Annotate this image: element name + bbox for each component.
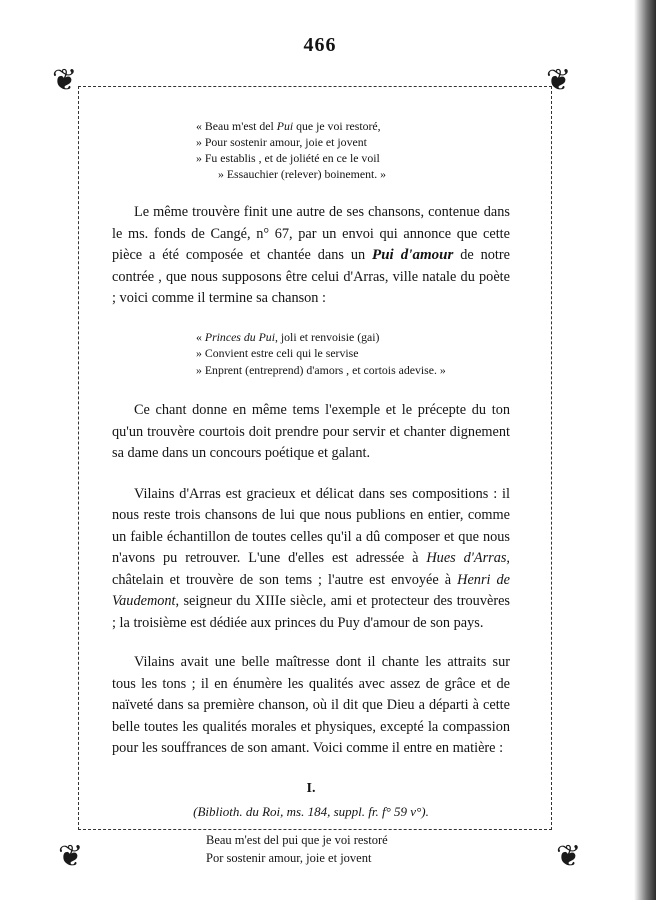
page-content — [112, 118, 510, 867]
page-number: 466 — [303, 34, 337, 56]
verse-quote-1 — [196, 118, 510, 182]
verse-line: » Essauchier (relever) boinement. » — [218, 167, 387, 181]
verse-quote-3 — [206, 831, 510, 867]
verse-line: « Beau m'est del Pui que je voi restoré, — [196, 119, 381, 133]
corner-ornament-top-right-icon: ❦ — [546, 63, 572, 98]
source-reference: (Biblioth. du Roi, ms. 184, suppl. fr. f° 59 v°). — [193, 804, 429, 819]
verse-line: » Pour sostenir amour, joie et jovent — [196, 135, 367, 149]
verse-line: Beau m'est del pui que je voi restoré — [206, 832, 388, 847]
verse-quote-2 — [196, 329, 510, 379]
verse-line: » Enprent (entreprend) d'amors , et cortois adevise. » — [196, 362, 446, 377]
verse-line: » Fu establis , et de joliété en ce le voil — [196, 151, 380, 165]
verse-line: « Princes du Pui, joli et renvoisie (gai) — [196, 329, 380, 344]
page-edge-shadow — [634, 0, 656, 900]
paragraph-2: Ce chant donne en même tems l'exemple et le précepte du ton qu'un trouvère courtois doit prendre pour servir et chanter dignement sa dame dans un concours poétique et galant. — [112, 402, 510, 461]
verse-line: » Convient estre celi qui le servise — [196, 346, 359, 360]
section-numeral: I. — [306, 780, 316, 796]
paragraph-3: Vilains d'Arras est gracieux et délicat dans ses compositions : il nous reste trois chansons de lui que nous publions en entier, comme un faible échantillon de toutes celles qu'il a dû composer et que nous n'avons pu retrouver. L'une d'elles est adressée à Hues d'Arras, châtelain et trouvère de son tems ; l'autre est envoyée à Henri de Vaudemont, seigneur du XIIIe siècle, ami et protecteur des trouvères ; la troisième est dédiée aux princes du Puy d'amour de son pays. — [112, 485, 510, 631]
verse-line: Por sostenir amour, joie et jovent — [206, 850, 372, 865]
paragraph-1: Le même trouvère finit une autre de ses chansons, contenue dans le ms. fonds de Cangé, n° 67, par un envoi qui annonce que cette pièce a été composée et chantée dans un Pui d'amour de notre contrée , que nous supposons être celui d'Arras, ville natale du poète ; voici comme il termine sa chanson : — [112, 204, 511, 306]
paragraph-4: Vilains avait une belle maîtresse dont il chante les attraits sur tous les tons ; il en énumère les qualités avec assez de grâce et de naïveté dans sa première chanson, où il dit que Dieu a départi à cette belle toutes les qualités morales et physiques, excepté la compassion pour les souffrances de son amant. Voici comme il entre en matière : — [112, 654, 510, 756]
corner-ornament-top-left-icon: ❦ — [52, 63, 78, 98]
corner-ornament-bottom-right-icon: ❦ — [556, 839, 582, 874]
corner-ornament-bottom-left-icon: ❦ — [58, 839, 84, 874]
